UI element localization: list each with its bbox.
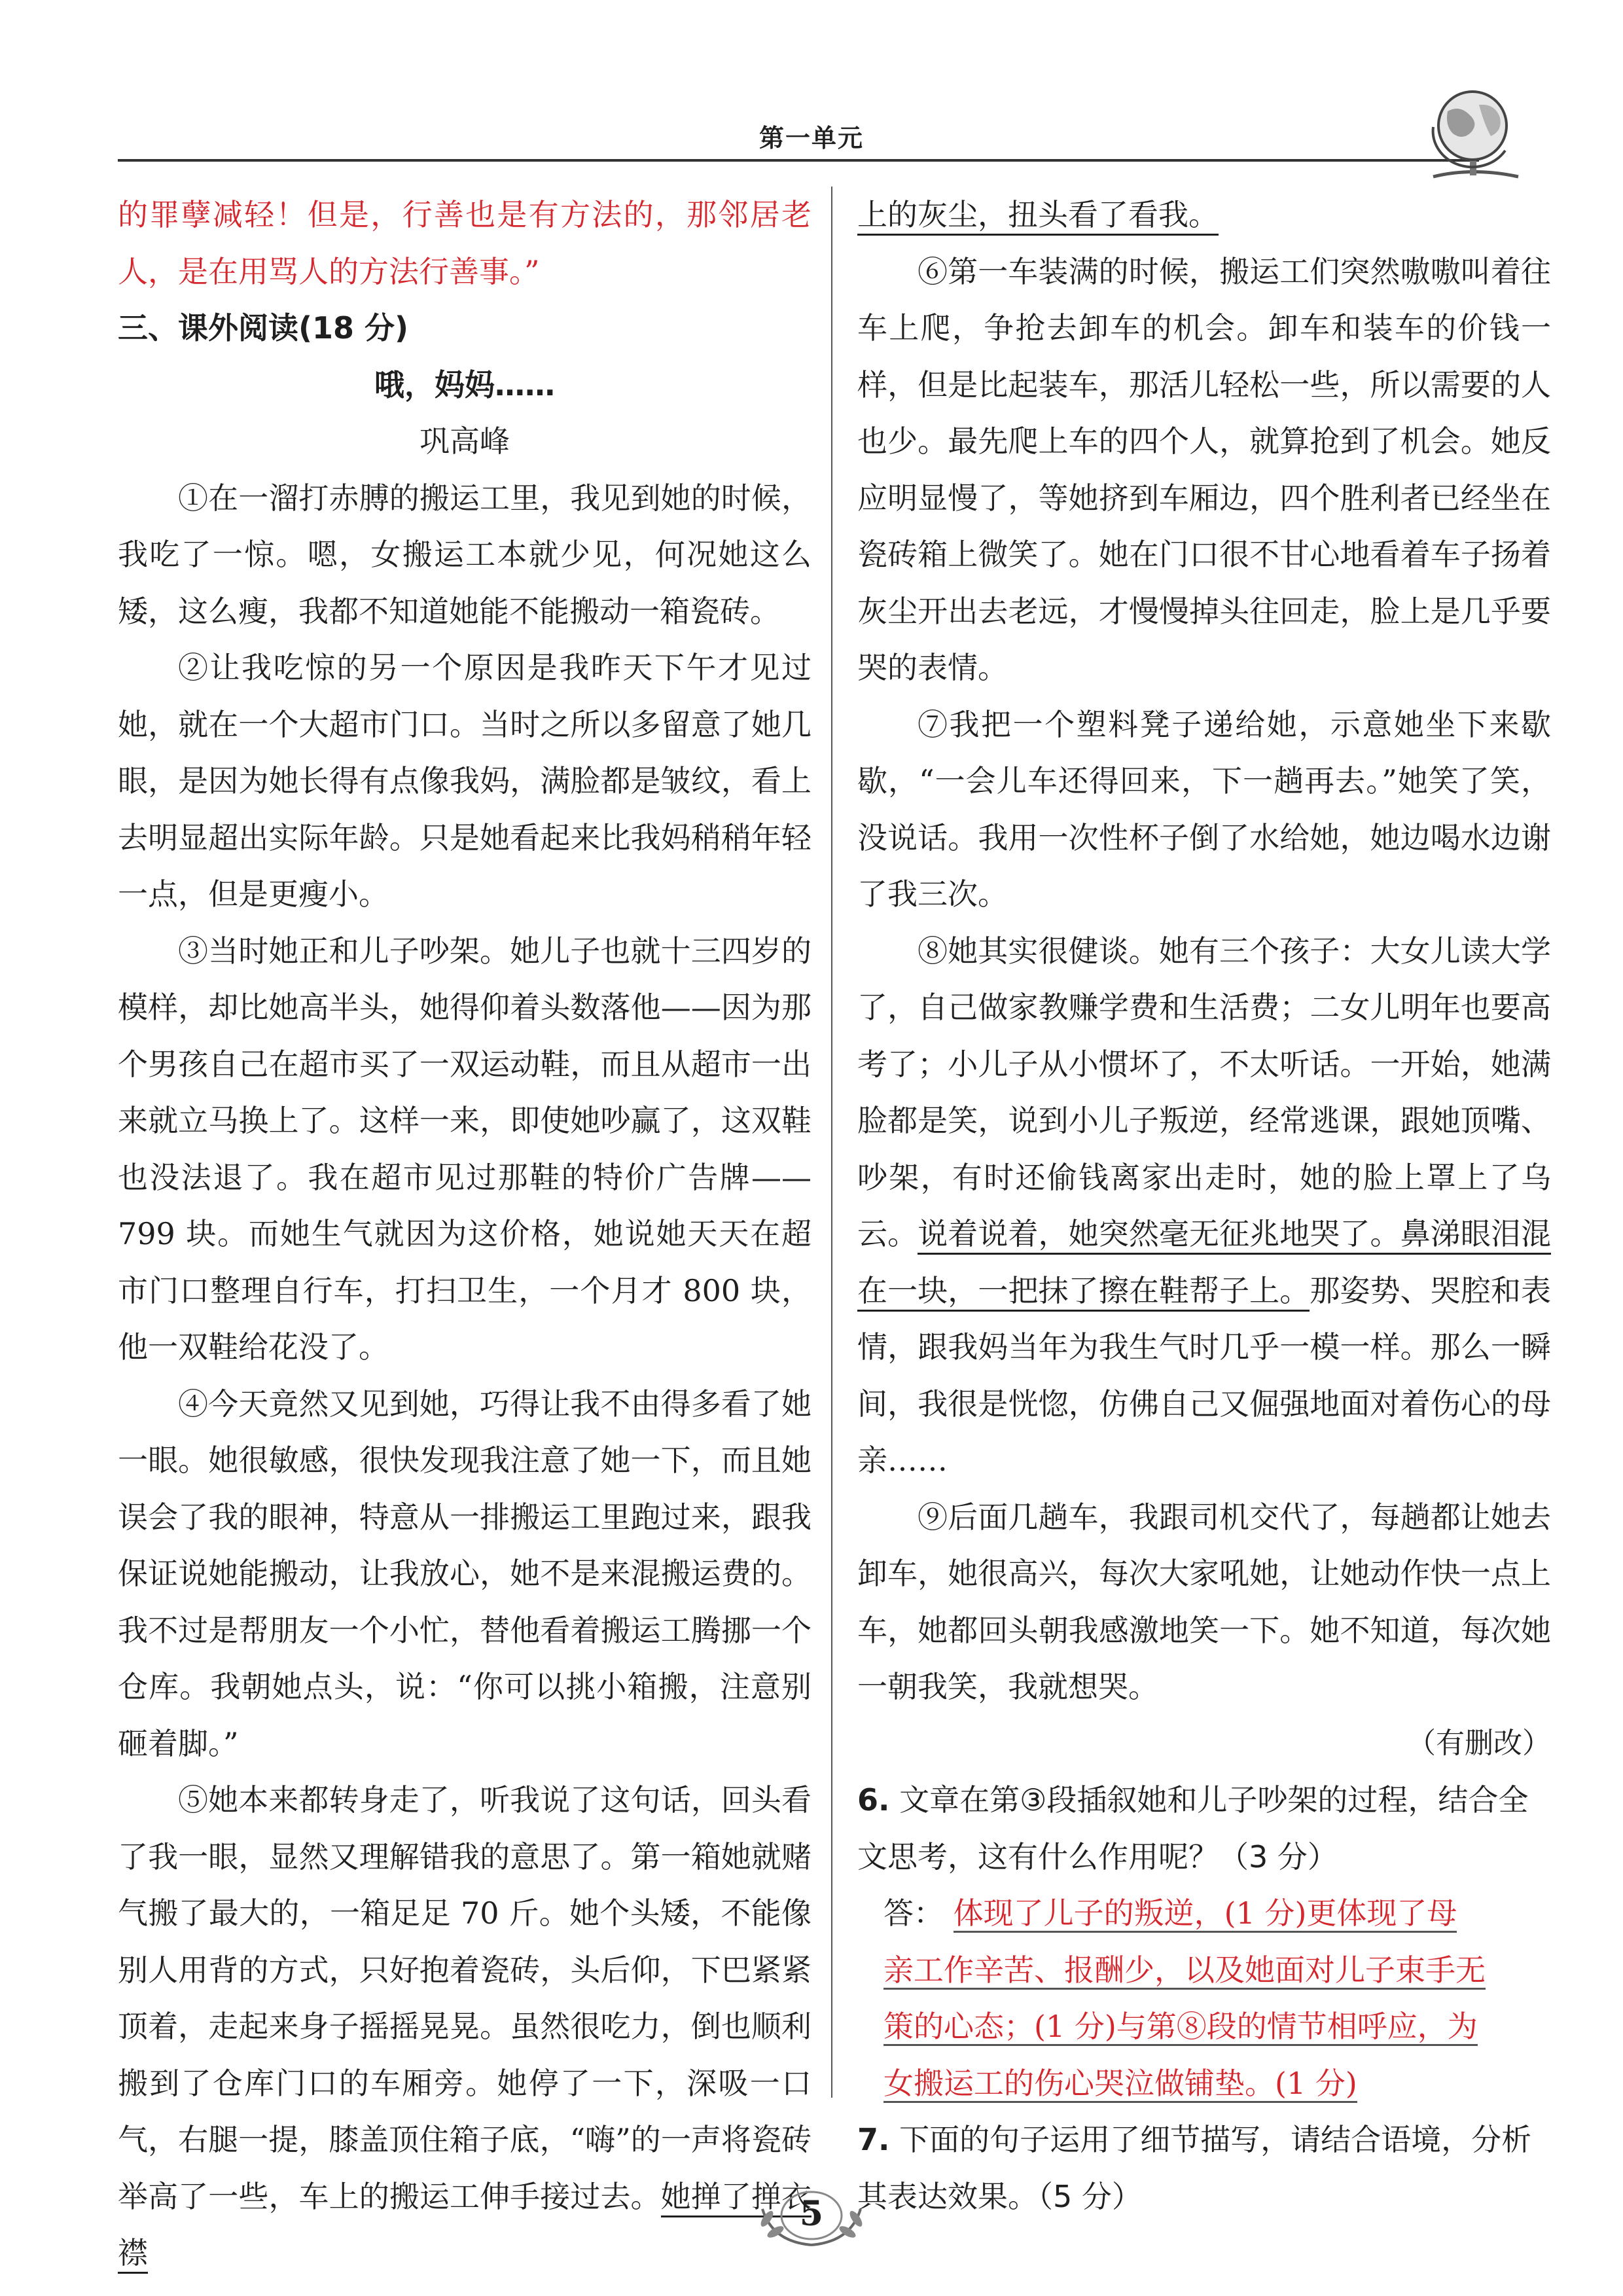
page-number: 5 (799, 2194, 824, 2234)
question-7-text: 下面的句子运用了细节描写，请结合语境，分析其表达效果。（5 分） (857, 2122, 1532, 2214)
paragraph-6: ⑥第一车装满的时候，搬运工们突然嗷嗷叫着往车上爬，争抢去卸车的机会。卸车和装车的价钱一样，但是比起装车，那活儿轻松一些，所以需要的人也少。最先爬上车的四个人，就算抢到了机会。她反应明显慢了，等她挤到车厢边，四个胜利者已经坐在瓷砖箱上微笑了。她在门口很不甘心地看着车子扬着灰尘开出去老远，才慢慢掉头往回走，脸上是几乎要哭的表情。 (857, 253, 1551, 685)
paragraph-5-continued-underlined: 上的灰尘，扭头看了看我。 (857, 197, 1219, 236)
paragraph-5 (118, 1772, 812, 2282)
question-6-text: 文章在第③段插叙她和儿子吵架的过程，结合全文思考，这有什么作用呢？（3 分） (857, 1782, 1529, 1874)
page-number-ornament (746, 2179, 877, 2251)
section-heading: 三、课外阅读(18 分) (118, 310, 409, 346)
answer-6-text-2: 亲工作辛苦、报酬少，以及她面对儿子束手无 (883, 1952, 1486, 1990)
paragraph-2: ②让我吃惊的另一个原因是我昨天下午才见过她，就在一个大超市门口。当时之所以多留意了她几眼，是因为她长得有点像我妈，满脸都是皱纹，看上去明显超出实际年龄。只是她看起来比我妈稍稍年轻一点，但是更瘦小。 (118, 650, 812, 912)
right-column (857, 187, 1551, 2225)
paragraph-5-continued (857, 187, 1551, 243)
question-6-number: 6. (857, 1782, 890, 1818)
paragraph-9: ⑨后面几趟车，我跟司机交代了，每趟都让她去卸车，她很高兴，每次大家吼她，让她动作快一点上车，她都回头朝我感激地笑一下。她不知道，每次她一朝我笑，我就想哭。 (857, 1499, 1551, 1704)
answer-6-text-4: 女搬运工的伤心哭泣做铺垫。(1 分) (883, 2066, 1357, 2103)
answer-6-text-3: 策的心态；(1 分)与第⑧段的情节相呼应，为 (883, 2009, 1478, 2046)
question-7 (857, 2111, 1551, 2225)
paragraph-4: ④今天竟然又见到她，巧得让我不由得多看了她一眼。她很敏感，很快发现我注意了她一下，而且她误会了我的眼神，特意从一排搬运工里跑过来，跟我保证说她能搬动，让我放心，她不是来混搬运费的。我不过是帮朋友一个小忙，替他看着搬运工腾挪一个仓库。我朝她点头，说：“你可以挑小箱搬，注意别砸着脚。” (118, 1386, 812, 1761)
header-rule (118, 159, 1479, 162)
article-title: 哦，妈妈…… (374, 367, 555, 403)
article-author: 巩高峰 (419, 423, 510, 459)
answer-6-line-3 (857, 1998, 1551, 2055)
globe-icon (1407, 85, 1538, 183)
answer-label: 答： (883, 1895, 944, 1931)
paragraph-8-underlined: 说着说着，她突然毫无征兆地哭了。鼻涕眼泪混在一块，一把抹了擦在鞋帮子上。 (857, 1216, 1551, 1312)
answer-6-line-4 (857, 2055, 1551, 2112)
unit-header-title: 第一单元 (758, 123, 864, 152)
paragraph-5-text: ⑤她本来都转身走了，听我说了这句话，回头看了我一眼，显然又理解错我的意思了。第一箱她就赌气搬了最大的，一箱足足 70 斤。她个头矮，不能像别人用背的方式，只好抱着瓷砖，头后仰，下巴紧紧顶着，走起来身子摇摇晃晃。虽然很吃力，倒也顺利搬到了仓库门口的车厢旁。她停了一下，深吸一口气，右腿一提，膝盖顶住箱子底，“嗨”的一声将瓷砖举高了一些，车上的搬运工伸手接过去。 (118, 1782, 812, 2214)
paragraph-1: ①在一溜打赤膊的搬运工里，我见到她的时候，我吃了一惊。嗯，女搬运工本就少见，何况她这么矮，这么瘦，我都不知道她能不能搬动一箱瓷砖。 (118, 480, 812, 629)
paragraph-8-text-a: ⑧她其实很健谈。她有三个孩子：大女儿读大学了，自己做家教赚学费和生活费；二女儿明年也要高考了；小儿子从小惯坏了，不太听话。一开始，她满脸都是笑，说到小儿子叛逆，经常逃课，跟她顶嘴、吵架，有时还偷钱离家出走时，她的脸上罩上了乌云。 (857, 933, 1551, 1251)
paragraph-3: ③当时她正和儿子吵架。她儿子也就十三四岁的模样，却比她高半头，她得仰着头数落他——因为那个男孩自己在超市买了一双运动鞋，而且从超市一出来就立马换上了。这样一来，即使她吵赢了，这双鞋也没法退了。我在超市见过那鞋的特价广告牌——799 块。而她生气就因为这价格，她说她天天在超市门口整理自行车，打扫卫生，一个月才 800 块，他一双鞋给花没了。 (118, 933, 812, 1365)
column-divider (831, 187, 832, 2098)
answer-6-text-1: 体现了儿子的叛逆，(1 分)更体现了母 (954, 1895, 1457, 1933)
paragraph-8 (857, 923, 1551, 1489)
answer-6-line-1 (857, 1885, 1551, 1942)
left-column (118, 187, 812, 2282)
paragraph-5-underlined: 她掸了掸衣襟 (118, 2179, 812, 2274)
paragraph-8-text-b: 那姿势、哭腔和表情，跟我妈当年为我生气时几乎一模一样。那么一瞬间，我很是恍惚，仿佛自己又倔强地面对着伤心的母亲…… (857, 1272, 1552, 1478)
paragraph-7: ⑦我把一个塑料凳子递给她，示意她坐下来歇歇，“一会儿车还得回来，下一趟再去。”她笑了笑，没说话。我用一次性杯子倒了水给她，她边喝水边谢了我三次。 (857, 706, 1551, 912)
carry-over-text: 的罪孽减轻！但是，行善也是有方法的，那邻居老人，是在用骂人的方法行善事。” (118, 197, 812, 289)
question-6 (857, 1772, 1551, 1885)
answer-6-line-2 (857, 1942, 1551, 1999)
source-note: （有删改） (1407, 1726, 1551, 1760)
question-7-number: 7. (857, 2122, 890, 2157)
